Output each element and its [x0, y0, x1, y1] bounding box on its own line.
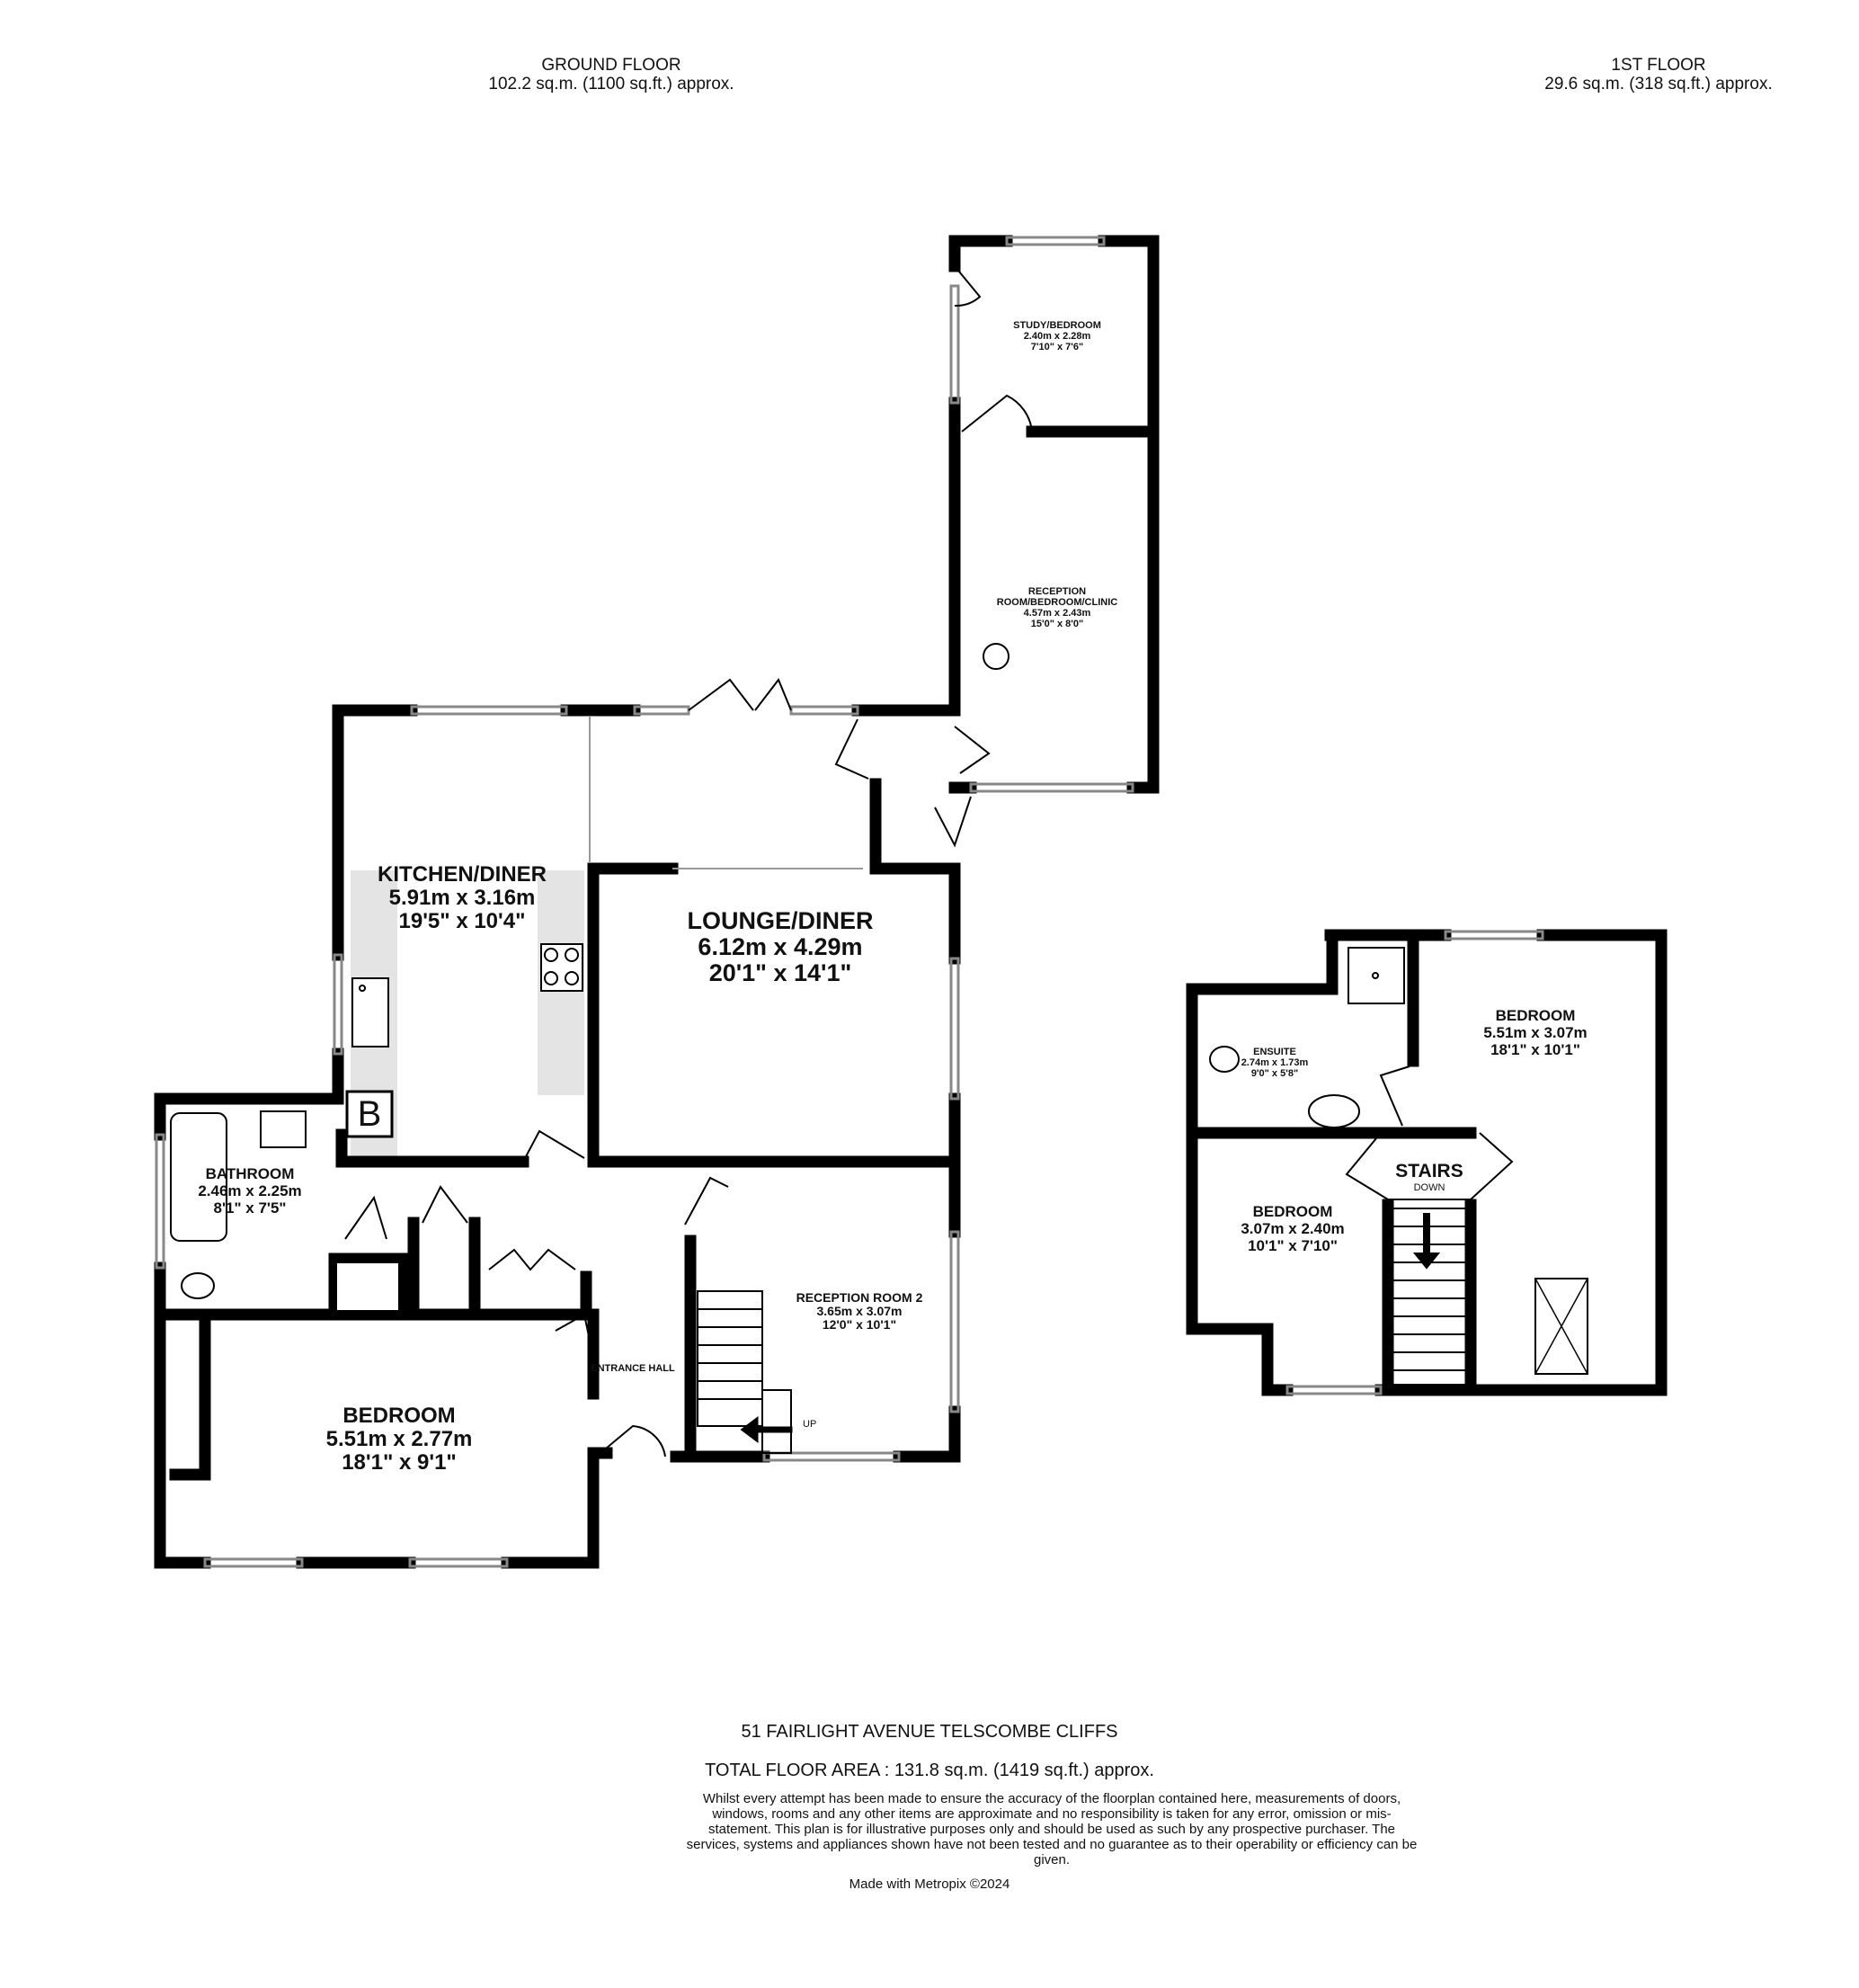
room-label-bedroom-first-small: [1241, 1203, 1344, 1254]
stairs-down-arrow: [1415, 1214, 1438, 1268]
room-imperial: 18'1" x 10'1": [1490, 1041, 1580, 1058]
room-name: RECEPTION: [1027, 586, 1087, 597]
first-floor-area: 29.6 sq.m. (318 sq.ft.) approx.: [1544, 75, 1773, 94]
handbasin-icon: [983, 644, 1009, 669]
room-name: BEDROOM: [1252, 1203, 1333, 1220]
room-name-2: ROOM/BEDROOM/CLINIC: [996, 597, 1118, 608]
room-label-ensuite: [1241, 1047, 1309, 1079]
stairs-down-label: DOWN: [1413, 1182, 1445, 1193]
ground-floor-area: 102.2 sq.m. (1100 sq.ft.) approx.: [488, 75, 734, 94]
room-imperial: 10'1" x 7'10": [1248, 1237, 1338, 1254]
room-name: STUDY/BEDROOM: [1013, 320, 1101, 331]
room-imperial: 9'0" x 5'8": [1250, 1068, 1299, 1079]
shower-icon: [336, 1262, 399, 1311]
room-metric: 2.46m x 2.25m: [198, 1182, 302, 1199]
room-imperial: 12'0" x 10'1": [822, 1317, 897, 1332]
room-label-kitchen: [378, 863, 547, 933]
property-address: 51 FAIRLIGHT AVENUE TELSCOMBE CLIFFS: [741, 1722, 1118, 1742]
boiler-marker: B: [357, 1094, 382, 1134]
room-label-study: [1013, 320, 1101, 352]
room-metric: 5.51m x 3.07m: [1483, 1024, 1588, 1041]
room-metric: 4.57m x 2.43m: [1023, 608, 1091, 619]
basin-icon: [261, 1111, 306, 1147]
room-label-lounge: [687, 908, 873, 986]
room-name: KITCHEN/DINER: [377, 862, 547, 887]
room-name: ENTRANCE HALL: [591, 1363, 675, 1374]
room-label-bedroom-ground: [326, 1404, 473, 1475]
toilet-icon: [182, 1273, 214, 1298]
room-label-reception-clinic: [997, 586, 1117, 629]
first-floor-title: 1ST FLOOR: [1611, 56, 1706, 75]
room-imperial: 18'1" x 9'1": [342, 1450, 457, 1475]
room-imperial: 15'0" x 8'0": [1030, 619, 1084, 629]
stairs-up-label: UP: [803, 1419, 817, 1430]
stairs-label: [1395, 1162, 1463, 1194]
room-name: ENSUITE: [1253, 1047, 1296, 1057]
room-metric: 3.07m x 2.40m: [1241, 1220, 1345, 1237]
room-imperial: 8'1" x 7'5": [213, 1199, 287, 1217]
room-metric: 2.74m x 1.73m: [1241, 1057, 1309, 1068]
room-label-entrance-hall: [591, 1363, 675, 1374]
disclaimer: Whilst every attempt has been made to ensure the accuracy of the floorplan contained here, measurements of doors, windows, rooms and any other items are approximate and no responsibility is taken for any error, omission or mis-statement. This plan is for illustrative purposes only and should be used as such by any prospective purchaser. The services, systems and appliances shown have not been tested and no guarantee as to their operability or efficiency can be given.: [686, 1791, 1418, 1868]
total-floor-area: TOTAL FLOOR AREA : 131.8 sq.m. (1419 sq.ft.) approx.: [705, 1761, 1154, 1780]
ground-floor-title: GROUND FLOOR: [541, 56, 681, 75]
room-name: BEDROOM: [1495, 1007, 1576, 1024]
room-imperial: 19'5" x 10'4": [398, 909, 526, 933]
thin-partitions: [590, 716, 863, 869]
ensuite-toilet-icon: [1210, 1047, 1239, 1072]
room-name: BEDROOM: [342, 1404, 456, 1428]
ensuite-basin-icon: [1309, 1095, 1359, 1128]
room-metric: 2.40m x 2.28m: [1023, 331, 1091, 342]
sink-tap-icon: [360, 985, 365, 991]
stairs-up-arrow: [743, 1419, 791, 1440]
room-metric: 5.91m x 3.16m: [388, 886, 536, 910]
room-metric: 3.65m x 3.07m: [816, 1304, 903, 1318]
room-imperial: 20'1" x 14'1": [708, 959, 852, 986]
room-label-reception-2: [796, 1291, 923, 1332]
stairs-name: STAIRS: [1395, 1161, 1463, 1181]
sink-icon: [352, 978, 388, 1047]
room-label-bathroom: [198, 1165, 301, 1217]
room-name: BATHROOM: [205, 1165, 295, 1182]
room-name: RECEPTION ROOM 2: [796, 1290, 923, 1305]
credit: Made with Metropix ©2024: [849, 1877, 1010, 1892]
room-label-bedroom-first-large: [1483, 1007, 1587, 1058]
room-metric: 6.12m x 4.29m: [698, 933, 863, 960]
room-name: LOUNGE/DINER: [687, 907, 874, 934]
room-imperial: 7'10" x 7'6": [1030, 342, 1084, 352]
room-metric: 5.51m x 2.77m: [325, 1427, 473, 1451]
